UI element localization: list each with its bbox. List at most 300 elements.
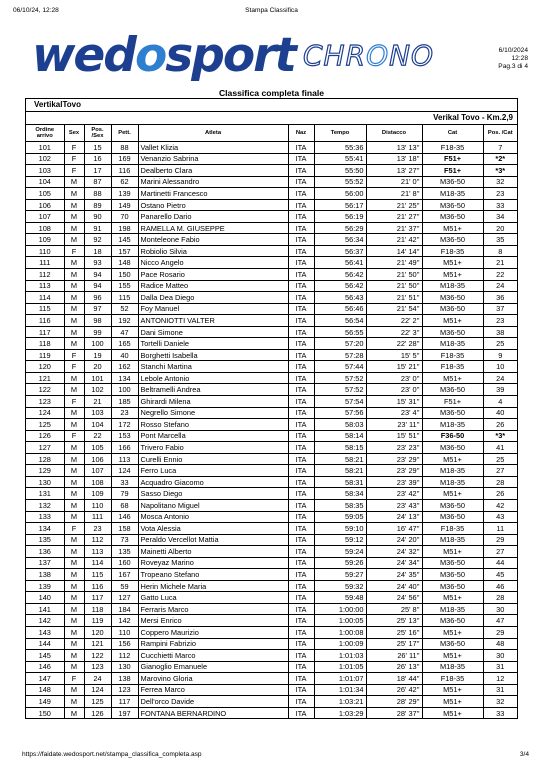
category-position-cell: 10 — [483, 361, 517, 373]
nation-cell: ITA — [288, 361, 314, 373]
nation-cell: ITA — [288, 650, 314, 662]
nation-cell: ITA — [288, 534, 314, 546]
category-position-cell: 31 — [483, 684, 517, 696]
category-position-cell: 43 — [483, 511, 517, 523]
ordine-cell: 103 — [26, 165, 64, 177]
nation-cell: ITA — [288, 696, 314, 708]
category-cell: M36-50 — [422, 499, 483, 511]
pett-cell: 169 — [111, 153, 138, 165]
pos-sex-cell: 102 — [84, 384, 111, 396]
time-cell: 1:00:00 — [314, 603, 366, 615]
ordine-cell: 127 — [26, 442, 64, 454]
gap-cell: 21' 0'' — [366, 176, 422, 188]
col-header-atleta: Atleta — [138, 125, 288, 142]
ordine-cell: 124 — [26, 407, 64, 419]
category-cell: M18-35 — [422, 338, 483, 350]
table-row — [26, 142, 517, 154]
time-cell: 57:52 — [314, 384, 366, 396]
pett-cell: 73 — [111, 534, 138, 546]
nation-cell: ITA — [288, 269, 314, 281]
pett-cell: 138 — [111, 673, 138, 685]
category-cell: M51+ — [422, 650, 483, 662]
nation-cell: ITA — [288, 292, 314, 304]
ordine-cell: 149 — [26, 696, 64, 708]
course-row — [26, 112, 517, 124]
category-position-cell: 23 — [483, 188, 517, 200]
category-cell: F18-35 — [422, 349, 483, 361]
pett-cell: 185 — [111, 396, 138, 408]
time-cell: 55:52 — [314, 176, 366, 188]
time-cell: 1:00:05 — [314, 615, 366, 627]
pett-cell: 134 — [111, 372, 138, 384]
pos-sex-cell: 88 — [84, 188, 111, 200]
sex-cell: F — [64, 361, 84, 373]
ordine-cell: 142 — [26, 615, 64, 627]
pett-cell: 167 — [111, 569, 138, 581]
gap-cell: 21' 42'' — [366, 234, 422, 246]
results-table — [26, 124, 517, 718]
sex-cell: M — [64, 684, 84, 696]
category-position-cell: *3* — [483, 430, 517, 442]
pett-cell: 112 — [111, 650, 138, 662]
gap-cell: 24' 34'' — [366, 557, 422, 569]
category-cell: M36-50 — [422, 211, 483, 223]
browser-print-footer — [22, 751, 529, 761]
table-row — [26, 153, 517, 165]
category-cell: M36-50 — [422, 303, 483, 315]
category-cell: F18-35 — [422, 523, 483, 535]
category-position-cell: 30 — [483, 603, 517, 615]
pett-cell: 153 — [111, 430, 138, 442]
category-cell: M51+ — [422, 257, 483, 269]
col-header-sex: Sex — [64, 125, 84, 142]
athlete-name-cell: Panarello Dario — [138, 211, 288, 223]
ordine-cell: 117 — [26, 326, 64, 338]
pett-cell: 33 — [111, 476, 138, 488]
time-cell: 59:48 — [314, 592, 366, 604]
category-cell: F36-50 — [422, 430, 483, 442]
ordine-cell: 123 — [26, 396, 64, 408]
ordine-cell: 140 — [26, 592, 64, 604]
pett-cell: 68 — [111, 499, 138, 511]
sex-cell: M — [64, 546, 84, 558]
col-header-cat: Cat — [422, 125, 483, 142]
athlete-name-cell: Vallet Klizia — [138, 142, 288, 154]
category-position-cell: 33 — [483, 707, 517, 718]
ordine-cell: 147 — [26, 673, 64, 685]
table-row — [26, 234, 517, 246]
ordine-cell: 115 — [26, 303, 64, 315]
pett-cell: 139 — [111, 188, 138, 200]
nation-cell: ITA — [288, 430, 314, 442]
athlete-name-cell: Napolitano Miguel — [138, 499, 288, 511]
pett-cell: 155 — [111, 280, 138, 292]
gap-cell: 25' 13'' — [366, 615, 422, 627]
ordine-cell: 132 — [26, 499, 64, 511]
pos-sex-cell: 116 — [84, 580, 111, 592]
pett-cell: 150 — [111, 269, 138, 281]
category-cell: M18-35 — [422, 280, 483, 292]
athlete-name-cell: Venanzio Sabrina — [138, 153, 288, 165]
gap-cell: 23' 23'' — [366, 442, 422, 454]
gap-cell: 23' 39'' — [366, 476, 422, 488]
time-cell: 1:01:07 — [314, 673, 366, 685]
ordine-cell: 118 — [26, 338, 64, 350]
time-cell: 59:27 — [314, 569, 366, 581]
pos-sex-cell: 89 — [84, 199, 111, 211]
table-row — [26, 396, 517, 408]
category-cell: F18-35 — [422, 245, 483, 257]
pett-cell: 198 — [111, 222, 138, 234]
athlete-name-cell: Rampini Fabrizio — [138, 638, 288, 650]
table-row — [26, 222, 517, 234]
gap-cell: 25' 16'' — [366, 626, 422, 638]
table-row — [26, 569, 517, 581]
sex-cell: M — [64, 511, 84, 523]
ordine-cell: 101 — [26, 142, 64, 154]
nation-cell: ITA — [288, 569, 314, 581]
category-position-cell: *3* — [483, 165, 517, 177]
gap-cell: 18' 44'' — [366, 673, 422, 685]
athlete-name-cell: Ferraris Marco — [138, 603, 288, 615]
gap-cell: 24' 40'' — [366, 580, 422, 592]
pos-sex-cell: 115 — [84, 569, 111, 581]
athlete-name-cell: Ferro Luca — [138, 465, 288, 477]
athlete-name-cell: Marovino Gloria — [138, 673, 288, 685]
pett-cell: 165 — [111, 338, 138, 350]
pos-sex-cell: 93 — [84, 257, 111, 269]
ordine-cell: 104 — [26, 176, 64, 188]
pett-cell: 113 — [111, 453, 138, 465]
sex-cell: M — [64, 257, 84, 269]
category-position-cell: 12 — [483, 673, 517, 685]
table-row — [26, 211, 517, 223]
report-title: Classifica completa finale — [218, 88, 325, 98]
nation-cell: ITA — [288, 419, 314, 431]
category-position-cell: 42 — [483, 499, 517, 511]
category-position-cell: 24 — [483, 280, 517, 292]
pett-cell: 197 — [111, 707, 138, 718]
ordine-cell: 143 — [26, 626, 64, 638]
pos-sex-cell: 105 — [84, 442, 111, 454]
sex-cell: M — [64, 326, 84, 338]
gap-cell: 24' 35'' — [366, 569, 422, 581]
gap-cell: 22' 28'' — [366, 338, 422, 350]
athlete-name-cell: Sasso Diego — [138, 488, 288, 500]
gap-cell: 15' 51'' — [366, 430, 422, 442]
ordine-cell: 120 — [26, 361, 64, 373]
sex-cell: M — [64, 234, 84, 246]
ordine-cell: 116 — [26, 315, 64, 327]
sex-cell: M — [64, 488, 84, 500]
sex-cell: F — [64, 142, 84, 154]
pos-sex-cell: 98 — [84, 315, 111, 327]
time-cell: 56:42 — [314, 280, 366, 292]
nation-cell: ITA — [288, 442, 314, 454]
pos-sex-cell: 87 — [84, 176, 111, 188]
nation-cell: ITA — [288, 499, 314, 511]
category-cell: M18-35 — [422, 661, 483, 673]
sex-cell: F — [64, 673, 84, 685]
nation-cell: ITA — [288, 511, 314, 523]
time-cell: 56:55 — [314, 326, 366, 338]
pos-sex-cell: 108 — [84, 476, 111, 488]
table-row — [26, 372, 517, 384]
pos-sex-cell: 119 — [84, 615, 111, 627]
time-cell: 56:41 — [314, 257, 366, 269]
ordine-cell: 148 — [26, 684, 64, 696]
nation-cell: ITA — [288, 603, 314, 615]
time-cell: 55:50 — [314, 165, 366, 177]
time-cell: 56:43 — [314, 292, 366, 304]
athlete-name-cell: Peraldo Vercellot Mattia — [138, 534, 288, 546]
sex-cell: M — [64, 419, 84, 431]
athlete-name-cell: Gatto Luca — [138, 592, 288, 604]
category-position-cell: 11 — [483, 523, 517, 535]
time-cell: 57:52 — [314, 372, 366, 384]
sex-cell: M — [64, 315, 84, 327]
ordine-cell: 113 — [26, 280, 64, 292]
pos-sex-cell: 114 — [84, 557, 111, 569]
pett-cell: 148 — [111, 257, 138, 269]
category-cell: M51+ — [422, 626, 483, 638]
category-position-cell: 28 — [483, 592, 517, 604]
athlete-name-cell: Negrello Simone — [138, 407, 288, 419]
nation-cell: ITA — [288, 615, 314, 627]
time-cell: 56:00 — [314, 188, 366, 200]
table-row — [26, 199, 517, 211]
pett-cell: 127 — [111, 592, 138, 604]
time-cell: 59:05 — [314, 511, 366, 523]
category-position-cell: 34 — [483, 211, 517, 223]
table-row — [26, 534, 517, 546]
sex-cell: M — [64, 372, 84, 384]
sex-cell: M — [64, 269, 84, 281]
category-cell: F51+ — [422, 153, 483, 165]
pett-cell: 158 — [111, 523, 138, 535]
category-position-cell: 27 — [483, 465, 517, 477]
table-row — [26, 453, 517, 465]
sex-cell: M — [64, 626, 84, 638]
table-row — [26, 269, 517, 281]
pos-sex-cell: 23 — [84, 523, 111, 535]
table-row — [26, 603, 517, 615]
athlete-name-cell: Cucchietti Marco — [138, 650, 288, 662]
col-header-pett: Pett. — [111, 125, 138, 142]
sex-cell: M — [64, 569, 84, 581]
nation-cell: ITA — [288, 465, 314, 477]
athlete-name-cell: Dell'orco Davide — [138, 696, 288, 708]
category-position-cell: 32 — [483, 176, 517, 188]
gap-cell: 22' 2'' — [366, 315, 422, 327]
athlete-name-cell: Beltramelli Andrea — [138, 384, 288, 396]
col-header-tempo: Tempo — [314, 125, 366, 142]
ordine-cell: 139 — [26, 580, 64, 592]
athlete-name-cell: Marini Alessandro — [138, 176, 288, 188]
category-cell: M51+ — [422, 707, 483, 718]
gap-cell: 21' 49'' — [366, 257, 422, 269]
time-cell: 1:03:21 — [314, 696, 366, 708]
pett-cell: 192 — [111, 315, 138, 327]
pett-cell: 59 — [111, 580, 138, 592]
category-position-cell: 46 — [483, 580, 517, 592]
time-cell: 1:01:03 — [314, 650, 366, 662]
category-position-cell: *2* — [483, 153, 517, 165]
time-cell: 1:00:09 — [314, 638, 366, 650]
nation-cell: ITA — [288, 384, 314, 396]
nation-cell: ITA — [288, 580, 314, 592]
print-page-title: Stampa Classifica — [245, 7, 298, 14]
sex-cell: M — [64, 176, 84, 188]
athlete-name-cell: Coppero Maurizio — [138, 626, 288, 638]
category-cell: M18-35 — [422, 603, 483, 615]
category-position-cell: 32 — [483, 696, 517, 708]
pett-cell: 70 — [111, 211, 138, 223]
athlete-name-cell: Vota Alessia — [138, 523, 288, 535]
sex-cell: F — [64, 165, 84, 177]
gap-cell: 28' 29'' — [366, 696, 422, 708]
sex-cell: F — [64, 430, 84, 442]
sex-cell: M — [64, 199, 84, 211]
time-cell: 56:46 — [314, 303, 366, 315]
browser-print-header — [13, 7, 530, 17]
athlete-name-cell: Foy Manuel — [138, 303, 288, 315]
gap-cell: 21' 37'' — [366, 222, 422, 234]
category-position-cell: 21 — [483, 257, 517, 269]
print-datetime: 06/10/24, 12:28 — [13, 7, 59, 14]
pett-cell: 23 — [111, 407, 138, 419]
athlete-name-cell: Curelli Ennio — [138, 453, 288, 465]
time-cell: 58:15 — [314, 442, 366, 454]
category-cell: M36-50 — [422, 292, 483, 304]
gap-cell: 23' 4'' — [366, 407, 422, 419]
pos-sex-cell: 18 — [84, 245, 111, 257]
pett-cell: 142 — [111, 615, 138, 627]
pos-sex-cell: 122 — [84, 650, 111, 662]
ordine-cell: 130 — [26, 476, 64, 488]
category-position-cell: 31 — [483, 661, 517, 673]
ordine-cell: 128 — [26, 453, 64, 465]
category-cell: M18-35 — [422, 188, 483, 200]
time-cell: 57:20 — [314, 338, 366, 350]
gap-cell: 23' 0'' — [366, 384, 422, 396]
time-cell: 56:29 — [314, 222, 366, 234]
sex-cell: F — [64, 523, 84, 535]
pett-cell: 130 — [111, 661, 138, 673]
nation-cell: ITA — [288, 338, 314, 350]
gap-cell: 23' 11'' — [366, 419, 422, 431]
pos-sex-cell: 126 — [84, 707, 111, 718]
pos-sex-cell: 22 — [84, 430, 111, 442]
time-cell: 57:54 — [314, 396, 366, 408]
gap-cell: 28' 37'' — [366, 707, 422, 718]
pos-sex-cell: 97 — [84, 303, 111, 315]
nation-cell: ITA — [288, 211, 314, 223]
category-position-cell: 45 — [483, 569, 517, 581]
time-cell: 59:12 — [314, 534, 366, 546]
athlete-name-cell: Monteleone Fabio — [138, 234, 288, 246]
ordine-cell: 119 — [26, 349, 64, 361]
ordine-cell: 108 — [26, 222, 64, 234]
athlete-name-cell: Roveyaz Marino — [138, 557, 288, 569]
pos-sex-cell: 109 — [84, 488, 111, 500]
sex-cell: M — [64, 696, 84, 708]
ordine-cell: 111 — [26, 257, 64, 269]
athlete-name-cell: ANTONIOTTI VALTER — [138, 315, 288, 327]
category-cell: F51+ — [422, 165, 483, 177]
results-body — [26, 142, 517, 719]
category-position-cell: 8 — [483, 245, 517, 257]
results-frame — [25, 98, 518, 719]
table-row — [26, 523, 517, 535]
category-position-cell: 25 — [483, 338, 517, 350]
category-position-cell: 37 — [483, 303, 517, 315]
category-position-cell: 26 — [483, 419, 517, 431]
nation-cell: ITA — [288, 396, 314, 408]
athlete-name-cell: Martinetti Francesco — [138, 188, 288, 200]
gap-cell: 15' 5'' — [366, 349, 422, 361]
time-cell: 55:41 — [314, 153, 366, 165]
category-position-cell: 22 — [483, 269, 517, 281]
athlete-name-cell: Mosca Antonio — [138, 511, 288, 523]
table-row — [26, 592, 517, 604]
print-date: 6/10/2024 — [498, 47, 528, 54]
sex-cell: F — [64, 153, 84, 165]
table-row — [26, 430, 517, 442]
sex-cell: F — [64, 245, 84, 257]
pos-sex-cell: 17 — [84, 165, 111, 177]
ordine-cell: 134 — [26, 523, 64, 535]
category-position-cell: 44 — [483, 557, 517, 569]
nation-cell: ITA — [288, 476, 314, 488]
ordine-cell: 126 — [26, 430, 64, 442]
category-cell: M51+ — [422, 222, 483, 234]
athlete-name-cell: Tortelli Daniele — [138, 338, 288, 350]
gap-cell: 22' 3'' — [366, 326, 422, 338]
ordine-cell: 135 — [26, 534, 64, 546]
category-cell: M36-50 — [422, 615, 483, 627]
athlete-name-cell: Rosso Stefano — [138, 419, 288, 431]
table-row — [26, 361, 517, 373]
event-row — [26, 99, 517, 112]
pett-cell: 146 — [111, 511, 138, 523]
nation-cell: ITA — [288, 626, 314, 638]
pett-cell: 160 — [111, 557, 138, 569]
table-row — [26, 476, 517, 488]
gap-cell: 26' 42'' — [366, 684, 422, 696]
category-position-cell: 35 — [483, 234, 517, 246]
col-header-pos-cat: Pos. /Cat — [483, 125, 517, 142]
nation-cell: ITA — [288, 326, 314, 338]
athlete-name-cell: Radice Matteo — [138, 280, 288, 292]
pett-cell: 40 — [111, 349, 138, 361]
category-cell: M51+ — [422, 592, 483, 604]
nation-cell: ITA — [288, 315, 314, 327]
athlete-name-cell: Trivero Fabio — [138, 442, 288, 454]
print-url: https://faidate.wedosport.net/stampa_classifica_completa.asp — [22, 751, 202, 758]
sex-cell: M — [64, 557, 84, 569]
table-row — [26, 696, 517, 708]
sex-cell: M — [64, 292, 84, 304]
table-row — [26, 245, 517, 257]
ordine-cell: 106 — [26, 199, 64, 211]
nation-cell: ITA — [288, 222, 314, 234]
pett-cell: 100 — [111, 384, 138, 396]
nation-cell: ITA — [288, 303, 314, 315]
time-cell: 56:54 — [314, 315, 366, 327]
col-header-distacco: Distacco — [366, 125, 422, 142]
gap-cell: 21' 27'' — [366, 211, 422, 223]
